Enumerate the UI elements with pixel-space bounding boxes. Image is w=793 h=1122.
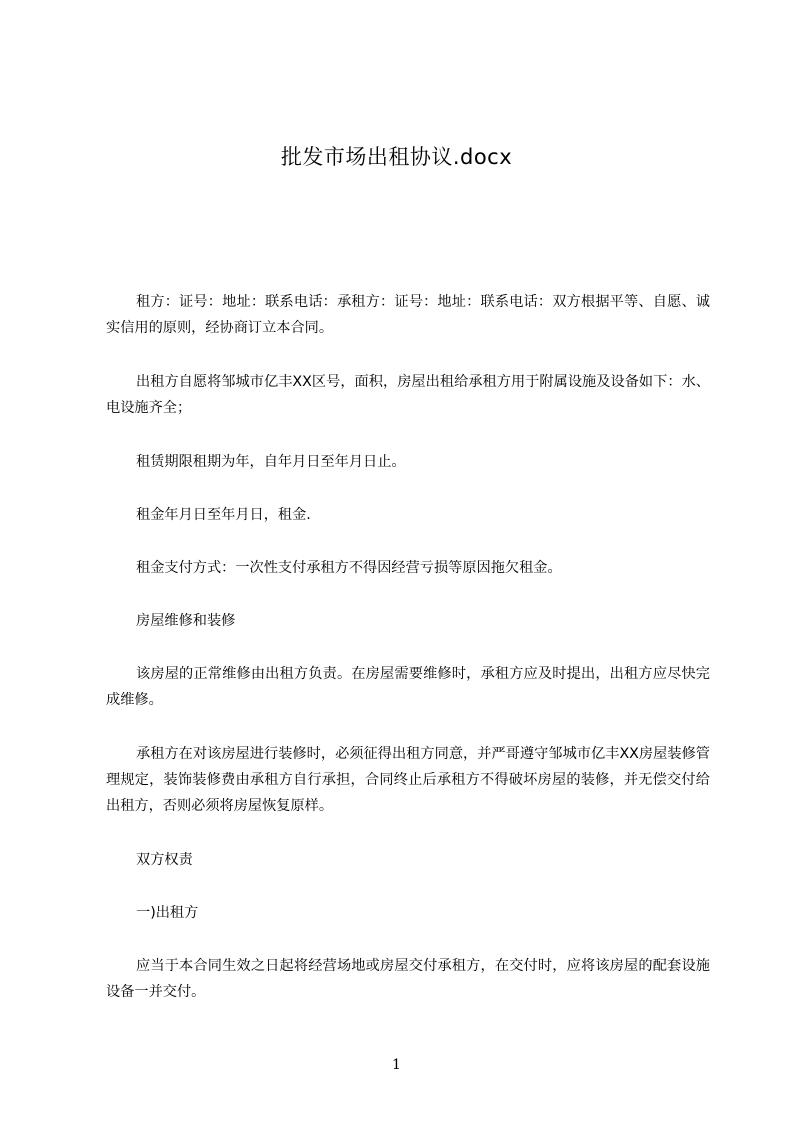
paragraph-rent: 租金年月日至年月日，租金.: [136, 507, 311, 523]
document-title: 批发市场出租协议.docx: [280, 145, 513, 169]
document-body: [106, 289, 710, 1033]
paragraph-delivery: 应当于本合同生效之日起将经营场地或房屋交付承租方，在交付时，应将该房屋的配套设施设备一并交付。: [106, 958, 710, 1000]
page-number: 1: [392, 1057, 401, 1073]
paragraph-parties: 租方：证号：地址：联系电话：承租方：证号：地址：联系电话：双方根据平等、自愿、诚实信用的原则，经协商订立本合同。: [106, 294, 710, 336]
section-heading-rights: 双方权责: [136, 852, 193, 868]
section-heading-lessor: 一)出租方: [136, 905, 199, 921]
paragraph-premises: 出租方自愿将邹城市亿丰XX区号，面积，房屋出租给承租方用于附属设施及设备如下：水、电设施齐全；: [106, 374, 710, 416]
paragraph-lease-term: 租赁期限租期为年，自年月日至年月日止。: [136, 454, 406, 470]
paragraph-payment-method: 租金支付方式：一次性支付承租方不得因经营亏损等原因拖欠租金。: [136, 560, 562, 576]
section-heading-maintenance: 房屋维修和装修: [136, 613, 236, 629]
paragraph-decoration: 承租方在对该房屋进行装修时，必须征得出租方同意，并严哥遵守邹城市亿丰XX房屋装修管理规定，装饰装修费由承租方自行承担，合同终止后承租方不得破坏房屋的装修，并无偿交付给出租方，否则必须将房屋恢复原样。: [106, 746, 710, 814]
paragraph-maintenance: 该房屋的正常维修由出租方负责。在房屋需要维修时，承租方应及时提出，出租方应尽快完成维修。: [106, 666, 710, 708]
